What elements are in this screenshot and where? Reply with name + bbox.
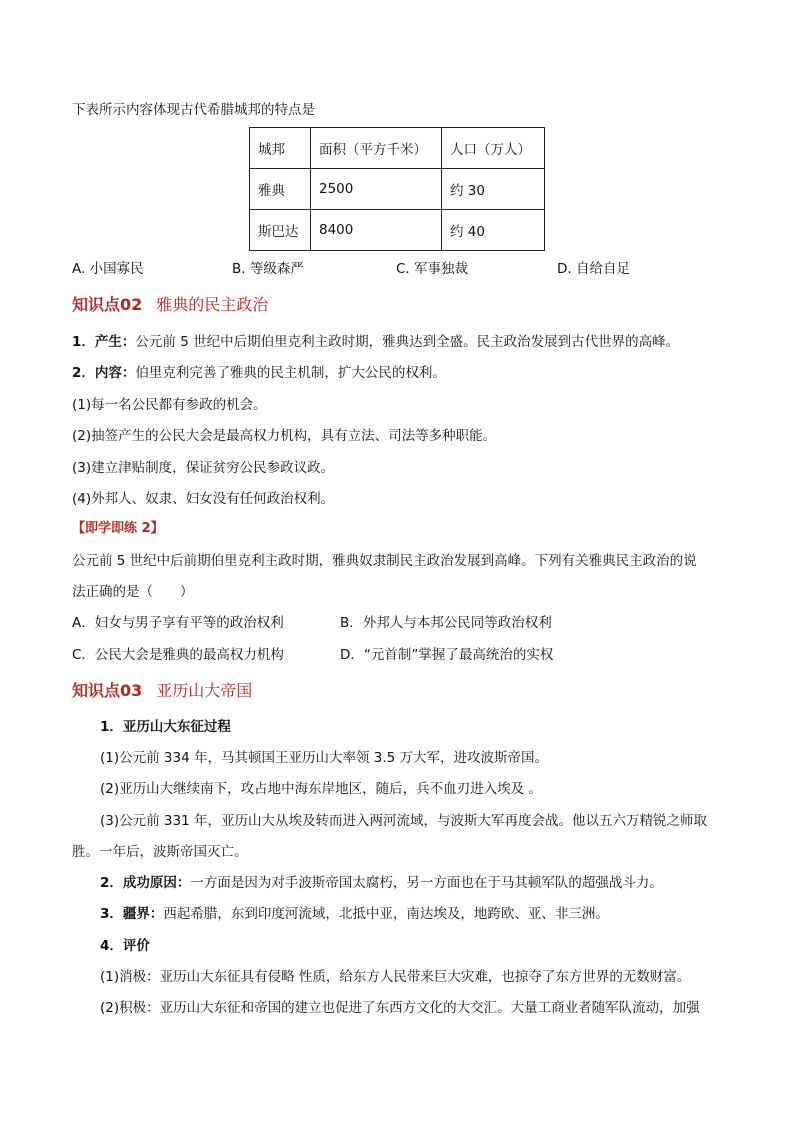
q1-option-b: B. 等级森严 xyxy=(232,261,304,277)
q1-option-a: A. 小国寡民 xyxy=(72,261,144,277)
section3-heading xyxy=(72,680,252,702)
section3-sub-heading: 1．亚历山大东征过程 xyxy=(100,719,231,735)
section3-p3-text: 西起希腊，东到印度河流域，北抵中亚，南达埃及，地跨欧、亚、非三洲。 xyxy=(163,906,609,922)
section3-p3-label: 3．疆界： xyxy=(100,906,164,922)
q1-stem: 下表所示内容体现古代希腊城邦的特点是 xyxy=(72,102,315,118)
q1-option-d: D. 自给自足 xyxy=(557,261,630,277)
practice-option-b: B．外邦人与本邦公民同等政治权利 xyxy=(340,615,552,631)
section3-item: 胜。一年后，波斯帝国灭亡。 xyxy=(72,844,248,860)
section3-p2-text: 一方面是因为对手波斯帝国太腐朽，另一方面也在于马其顿军队的超强战斗力。 xyxy=(190,875,663,891)
section3-number: 知识点03 xyxy=(72,681,143,700)
table-row xyxy=(250,169,545,210)
table-cell: 约 40 xyxy=(442,210,545,251)
table-header-cell: 面积（平方千米） xyxy=(311,128,442,169)
section2-p2-label: 2．内容： xyxy=(72,365,136,381)
section2-number: 知识点02 xyxy=(72,295,143,314)
practice-option-d: D．“元首制”掌握了最高统治的实权 xyxy=(340,647,554,663)
section3-item: (3)公元前 331 年，亚历山大从埃及转而进入两河流域，与波斯大军再度会战。他以五六万精锐之师取 xyxy=(100,813,707,829)
section2-item: (1)每一名公民都有参政的机会。 xyxy=(72,397,267,413)
section3-paragraph-4: 4．评价 xyxy=(100,938,150,954)
section3-evaluation: (1)消极：亚历山大东征具有侵略 性质，给东方人民带来巨大灾难，也掠夺了东方世界的无数财富。 xyxy=(100,969,691,985)
section2-p1-label: 1．产生： xyxy=(72,334,136,350)
section2-p2-text: 伯里克利完善了雅典的民主机制，扩大公民的权利。 xyxy=(135,365,446,381)
section3-p2-label: 2．成功原因： xyxy=(100,875,191,891)
table-header-cell: 人口（万人） xyxy=(442,128,545,169)
table-header-cell: 城邦 xyxy=(250,128,311,169)
table-cell: 约 30 xyxy=(442,169,545,210)
practice-option-a: A．妇女与男子享有平等的政治权利 xyxy=(72,615,284,631)
section3-item: (1)公元前 334 年，马其顿国王亚历山大率领 3.5 万大军，进攻波斯帝国。 xyxy=(100,750,549,766)
practice-option-c: C．公民大会是雅典的最高权力机构 xyxy=(72,647,284,663)
table-cell: 斯巴达 xyxy=(250,210,311,251)
section3-paragraph-3 xyxy=(100,905,609,923)
practice-label: 【即学即练 2】 xyxy=(72,521,164,536)
section3-title: 亚历山大帝国 xyxy=(156,681,253,700)
table-row xyxy=(250,210,545,251)
section2-paragraph-2 xyxy=(72,364,446,382)
section3-paragraph-2 xyxy=(100,874,663,892)
table-cell: 8400 xyxy=(311,210,442,251)
section2-item: (3)建立津贴制度，保证贫穷公民参政议政。 xyxy=(72,460,335,476)
section2-item: (2)抽签产生的公民大会是最高权力机构，具有立法、司法等多种职能。 xyxy=(72,428,497,444)
table-cell: 雅典 xyxy=(250,169,311,210)
section2-paragraph-1 xyxy=(72,333,679,351)
section3-evaluation: (2)积极：亚历山大东征和帝国的建立也促进了东西方文化的大交汇。大量工商业者随军队流动，加强 xyxy=(100,1000,700,1016)
section2-heading xyxy=(72,294,268,316)
table-cell: 2500 xyxy=(311,169,442,210)
city-state-table xyxy=(249,127,545,251)
practice-stem-line-1: 公元前 5 世纪中后前期伯里克利主政时期，雅典奴隶制民主政治发展到高峰。下列有关雅典民主政治的说 xyxy=(72,553,697,569)
practice-stem-line-2: 法正确的是（ ） xyxy=(72,584,194,600)
section2-p1-text: 公元前 5 世纪中后期伯里克利主政时期，雅典达到全盛。民主政治发展到古代世界的高峰。 xyxy=(135,334,680,350)
section3-item: (2)亚历山大继续南下，攻占地中海东岸地区，随后，兵不血刃进入埃及 。 xyxy=(100,781,542,797)
q1-option-c: C. 军事独裁 xyxy=(396,261,469,277)
section2-title: 雅典的民主政治 xyxy=(156,295,269,314)
section2-item: (4)外邦人、奴隶、妇女没有任何政治权利。 xyxy=(72,491,335,507)
table-header-row xyxy=(250,128,545,169)
